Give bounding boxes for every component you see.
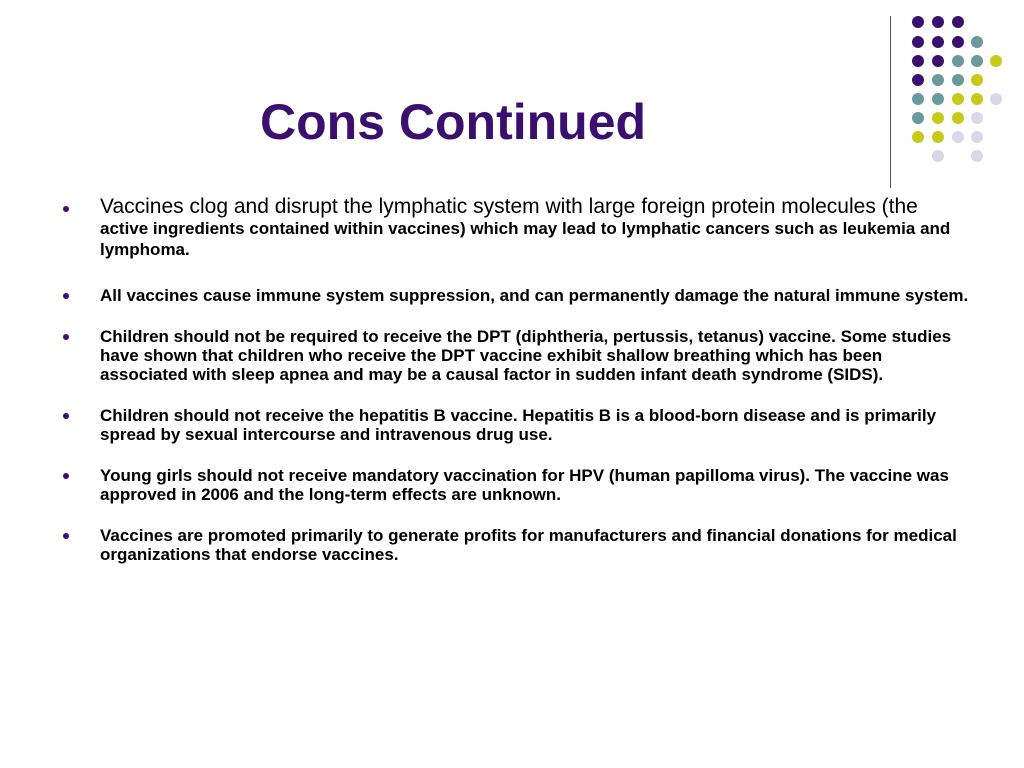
decor-dot — [990, 55, 1002, 67]
decor-dot — [971, 131, 983, 143]
bullet-dot-icon — [63, 533, 69, 539]
decor-dot — [952, 36, 964, 48]
bullet-lead-text: Vaccines clog and disrupt the lymphatic system with large foreign protein molecules (the — [100, 195, 918, 218]
decor-dot — [932, 55, 944, 67]
decor-dot — [912, 55, 924, 67]
decor-dot — [932, 16, 944, 28]
bullet-dot-icon — [63, 206, 69, 212]
decor-dot — [912, 74, 924, 86]
decor-dot — [912, 93, 924, 105]
decor-dot — [952, 16, 964, 28]
bullet-dot-icon — [63, 473, 69, 479]
bullet-text: Children should not receive the hepatitis B vaccine. Hepatitis B is a blood-born disease and is primarily spread by sexual intercourse and intravenous drug use. — [100, 406, 937, 444]
decor-dot — [912, 36, 924, 48]
decor-dot — [952, 112, 964, 124]
bullet-text: Children should not be required to receive the DPT (diphtheria, pertussis, tetanus) vaccine. Some studies have shown that children who receive the DPT vaccine exhibit shallow breathing which has been associated with sleep apnea and may be a causal factor in sudden infant death syndrome (SIDS). — [100, 327, 952, 384]
decor-dot — [971, 74, 983, 86]
bullet-item — [60, 195, 970, 260]
slide-title: Cons Continued — [260, 94, 647, 150]
decor-dot — [952, 55, 964, 67]
decor-dot — [932, 112, 944, 124]
bullet-text: Vaccines are promoted primarily to generate profits for manufacturers and financial donations for medical organizations that endorse vaccines. — [100, 526, 957, 564]
bullet-item — [60, 526, 970, 564]
bullet-text — [100, 195, 970, 260]
decor-dot — [912, 112, 924, 124]
decor-dot — [971, 93, 983, 105]
bullet-text: All vaccines cause immune system suppression, and can permanently damage the natural immune system. — [100, 286, 969, 305]
bullet-dot-icon — [63, 334, 69, 340]
decor-dot — [932, 131, 944, 143]
bullet-item — [60, 286, 970, 305]
decor-dot — [912, 16, 924, 28]
decor-dot — [952, 74, 964, 86]
decor-dot — [932, 150, 944, 162]
decor-dot — [990, 93, 1002, 105]
decor-dot — [932, 93, 944, 105]
bullet-item — [60, 466, 970, 504]
bullet-text: Young girls should not receive mandatory vaccination for HPV (human papilloma virus). The vaccine was approved in 2006 and the long-term effects are unknown. — [100, 466, 949, 504]
decor-dot — [932, 74, 944, 86]
vertical-divider — [890, 16, 891, 188]
decor-dot — [971, 150, 983, 162]
decor-dot — [971, 112, 983, 124]
decor-dot — [952, 131, 964, 143]
decor-dot — [952, 93, 964, 105]
decor-dot — [932, 36, 944, 48]
bullet-item — [60, 327, 970, 384]
decor-dot — [912, 131, 924, 143]
bullet-dot-icon — [63, 413, 69, 419]
bullet-dot-icon — [63, 293, 69, 299]
bullet-bold-text: active ingredients contained within vaccines) which may lead to lymphatic cancers such as leukemia and lymphoma. — [100, 219, 951, 259]
decor-dot — [971, 36, 983, 48]
bullet-item — [60, 406, 970, 444]
bullet-list — [60, 195, 970, 586]
decor-dot — [971, 55, 983, 67]
